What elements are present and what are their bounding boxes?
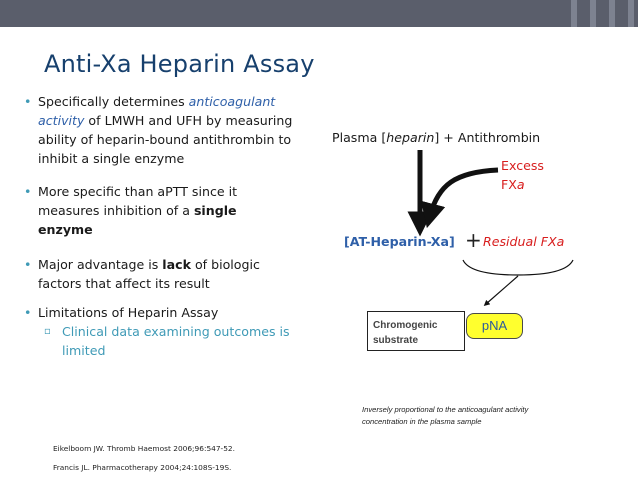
bullet-strong-text: lack	[162, 257, 191, 272]
reference-citation: Francis JL. Pharmacotherapy 2004;24:108S-19S.	[53, 463, 232, 472]
bullet-text: Specifically determines	[38, 94, 189, 109]
bullet-dot: •	[24, 184, 32, 199]
pna-badge: pNA	[466, 313, 523, 339]
bracket-arrow	[486, 276, 518, 304]
residual-fxa-label: Residual FXa	[483, 234, 565, 249]
bullet-dot: •	[24, 257, 32, 272]
note-line: Inversely proportional to the anticoagulant activity	[362, 405, 529, 414]
plasma-label-text: ] + Antithrombin	[434, 130, 541, 145]
sub-bullet-text: Clinical data examining outcomes is limited	[62, 324, 290, 358]
plasma-label-heparin: heparin	[386, 130, 435, 145]
bullet-dot: •	[24, 305, 32, 320]
bullet-text: Limitations of Heparin Assay	[38, 305, 219, 320]
reference-citation: Eikelboom JW. Thromb Haemost 2006;96:547-52.	[53, 444, 235, 453]
at-heparin-xa-complex: [AT-Heparin-Xa]	[344, 234, 455, 249]
chromogenic-line: Chromogenic	[373, 320, 438, 331]
slide-title: Anti-Xa Heparin Assay	[44, 50, 315, 78]
note-line: concentration in the plasma sample	[362, 417, 482, 426]
chromogenic-substrate-box	[367, 311, 465, 351]
excess-label-line: Excess	[501, 158, 544, 173]
bullet-accent-text: anticoagulant activity	[38, 94, 276, 128]
chromogenic-line: substrate	[373, 335, 419, 346]
bullet-text: of biologic factors that affect its result	[38, 257, 260, 291]
excess-curve-arrow	[430, 170, 498, 216]
inverse-proportion-note	[362, 404, 528, 428]
bullet-text: More specific than aPTT since it measures inhibition of a	[38, 184, 238, 218]
bullet-dot: •	[24, 94, 32, 109]
bullet-strong-text: single enzyme	[38, 203, 237, 237]
bullet-text: of LMWH and UFH by measuring ability of heparin-bound antithrombin to inhibit a single enzyme	[38, 113, 293, 166]
excess-label-a: a	[516, 177, 525, 192]
excess-label-fx: FX	[501, 177, 517, 192]
sub-bullet-marker: ▫	[44, 326, 51, 337]
plasma-label-text: Plasma [	[332, 130, 387, 145]
plus-sign: +	[465, 228, 482, 252]
residual-bracket	[463, 260, 573, 275]
bullet-text: Major advantage is	[38, 257, 163, 272]
